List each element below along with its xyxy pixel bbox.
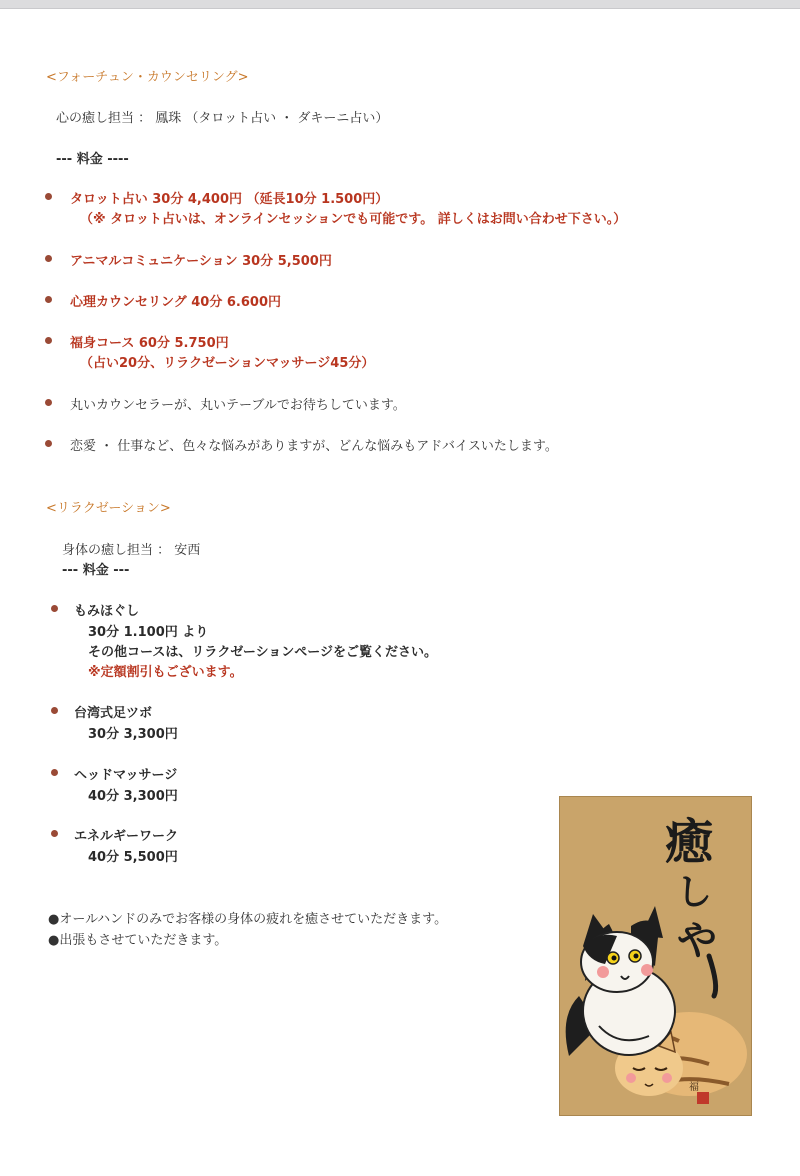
fortune-item-tarot: タロット占い 30分 4,400円 （延長10分 1.500円） <box>70 192 389 207</box>
relax-item-momi-discount: ※定額割引もございます。 <box>88 665 243 680</box>
bullet-icon <box>51 605 58 612</box>
relax-item-momi-price: 30分 1.100円 より <box>88 625 209 640</box>
cat-artwork <box>559 796 752 1116</box>
svg-text:や: や <box>677 917 717 964</box>
svg-text:福: 福 <box>689 1082 699 1093</box>
bullet-icon <box>45 296 52 303</box>
relax-item-momi-other: その他コースは、リラクゼーションページをご覧ください。 <box>88 645 438 660</box>
bullet-icon <box>45 337 52 344</box>
fortune-item-fukushin: 福身コース 60分 5.750円 <box>70 336 229 351</box>
bullet-icon <box>51 707 58 714</box>
browser-top-bar <box>0 0 800 9</box>
relax-note-2: ●出張もさせていただきます。 <box>48 933 228 948</box>
relax-item-head-price: 40分 3,300円 <box>88 789 178 804</box>
relax-item-taiwan-price: 30分 3,300円 <box>88 727 178 742</box>
relax-price-label: --- 料金 --- <box>62 563 130 578</box>
bullet-icon <box>51 830 58 837</box>
relax-staff: 身体の癒し担当 ： 安西 <box>62 543 201 558</box>
relax-note-1: ●オールハンドのみでお客様の身体の疲れを癒させていただきます。 <box>48 912 448 927</box>
bullet-icon <box>51 769 58 776</box>
fortune-note-2: 恋愛 ・ 仕事など、色々な悩みがありますが、どんな悩みもアドバイスいたします。 <box>70 439 558 454</box>
bullet-icon <box>45 440 52 447</box>
bullet-icon <box>45 399 52 406</box>
bullet-icon <box>45 255 52 262</box>
fortune-price-label: --- 料金 ---- <box>56 152 129 167</box>
fortune-item-psych: 心理カウンセリング 40分 6.600円 <box>70 295 282 310</box>
relax-item-momi: もみほぐし <box>74 604 140 619</box>
fortune-heading: <フォーチュン・カウンセリング> <box>46 70 249 85</box>
relax-item-energy: エネルギーワーク <box>74 829 179 844</box>
fortune-note-1: 丸いカウンセラーが、丸いテーブルでお待ちしています。 <box>70 398 406 413</box>
bullet-icon <box>45 193 52 200</box>
fortune-item-tarot-note: （※ タロット占いは、オンラインセッションでも可能です。 詳しくはお問い合わせ下さい。） <box>80 212 627 227</box>
relax-item-taiwan: 台湾式足ツボ <box>74 706 153 721</box>
fortune-item-fukushin-note: （占い20分、リラクゼーションマッサージ45分） <box>80 356 375 371</box>
relax-item-head: ヘッドマッサージ <box>74 768 178 783</box>
fortune-item-animal: アニマルコミュニケーション 30分 5,500円 <box>70 254 332 269</box>
relax-heading: <リラクゼーション> <box>46 501 171 516</box>
relax-item-energy-price: 40分 5,500円 <box>88 850 178 865</box>
svg-text:し: し <box>675 871 713 913</box>
fortune-counselor: 心の癒し担当 ： 鳳珠 （タロット占い ・ ダキーニ占い） <box>56 111 389 126</box>
svg-text:癒: 癒 <box>664 814 714 870</box>
